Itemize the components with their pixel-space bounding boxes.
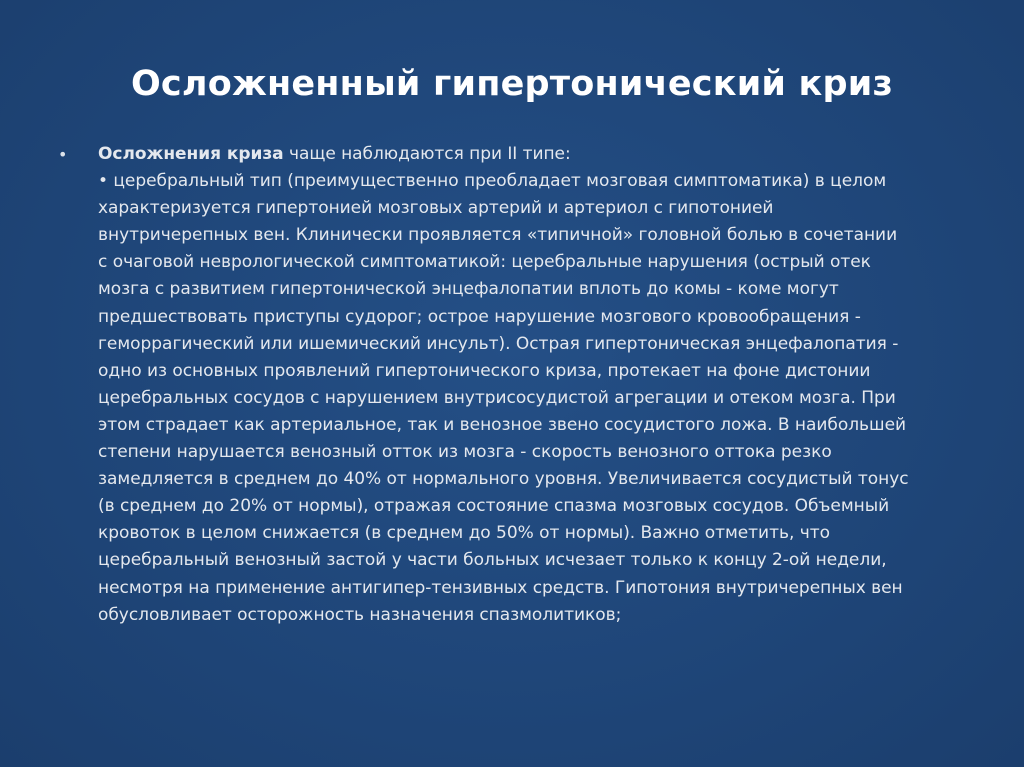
body-line: кровоток в целом снижается (в среднем до 50% от нормы). Важно отметить, что [98,523,830,544]
bullet-marker: • [58,145,68,164]
lead-line [98,141,978,168]
body-line: • церебральный тип (преимущественно преобладает мозговая симптоматика) в целом [98,171,887,192]
body-line: с очаговой неврологической симптоматикой: церебральные нарушения (острый отек [98,252,871,273]
slide-body [98,141,978,629]
lead-bold-text: Осложнения криза [98,144,284,164]
body-line: геморрагический или ишемический инсульт). Острая гипертоническая энцефалопатия - [98,333,899,354]
lead-rest-text: чаще наблюдаются при II типе: [283,144,571,164]
body-line: обусловливает осторожность назначения спазмолитиков; [98,604,622,625]
body-line: церебральный венозный застой у части больных исчезает только к концу 2-ой недели, [98,550,887,571]
body-line: степени нарушается венозный отток из мозга - скорость венозного оттока резко [98,442,832,463]
body-line: замедляется в среднем до 40% от нормального уровня. Увеличивается сосудистый тонус [98,469,909,490]
body-line: несмотря на применение антигипер-тензивных средств. Гипотония внутричерепных вен [98,577,903,598]
body-line: характеризуется гипертонией мозговых артерий и артериол с гипотонией [98,198,774,219]
body-line: (в среднем до 20% от нормы), отражая состояние спазма мозговых сосудов. Объемный [98,496,890,517]
body-line: этом страдает как артериальное, так и венозное звено сосудистого ложа. В наибольшей [98,414,907,435]
body-line: мозга с развитием гипертонической энцефалопатии вплоть до комы - коме могут [98,279,839,300]
body-line: одно из основных проявлений гипертонического криза, протекает на фоне дистонии [98,360,871,381]
slide-title: Осложненный гипертонический криз [130,64,894,104]
body-line: внутричерепных вен. Клинически проявляется «типичной» головной болью в сочетании [98,225,898,246]
body-line: предшествовать приступы судорог; острое нарушение мозгового кровообращения - [98,306,861,327]
body-line: церебральных сосудов с нарушением внутрисосудистой агрегации и отеком мозга. При [98,387,896,408]
